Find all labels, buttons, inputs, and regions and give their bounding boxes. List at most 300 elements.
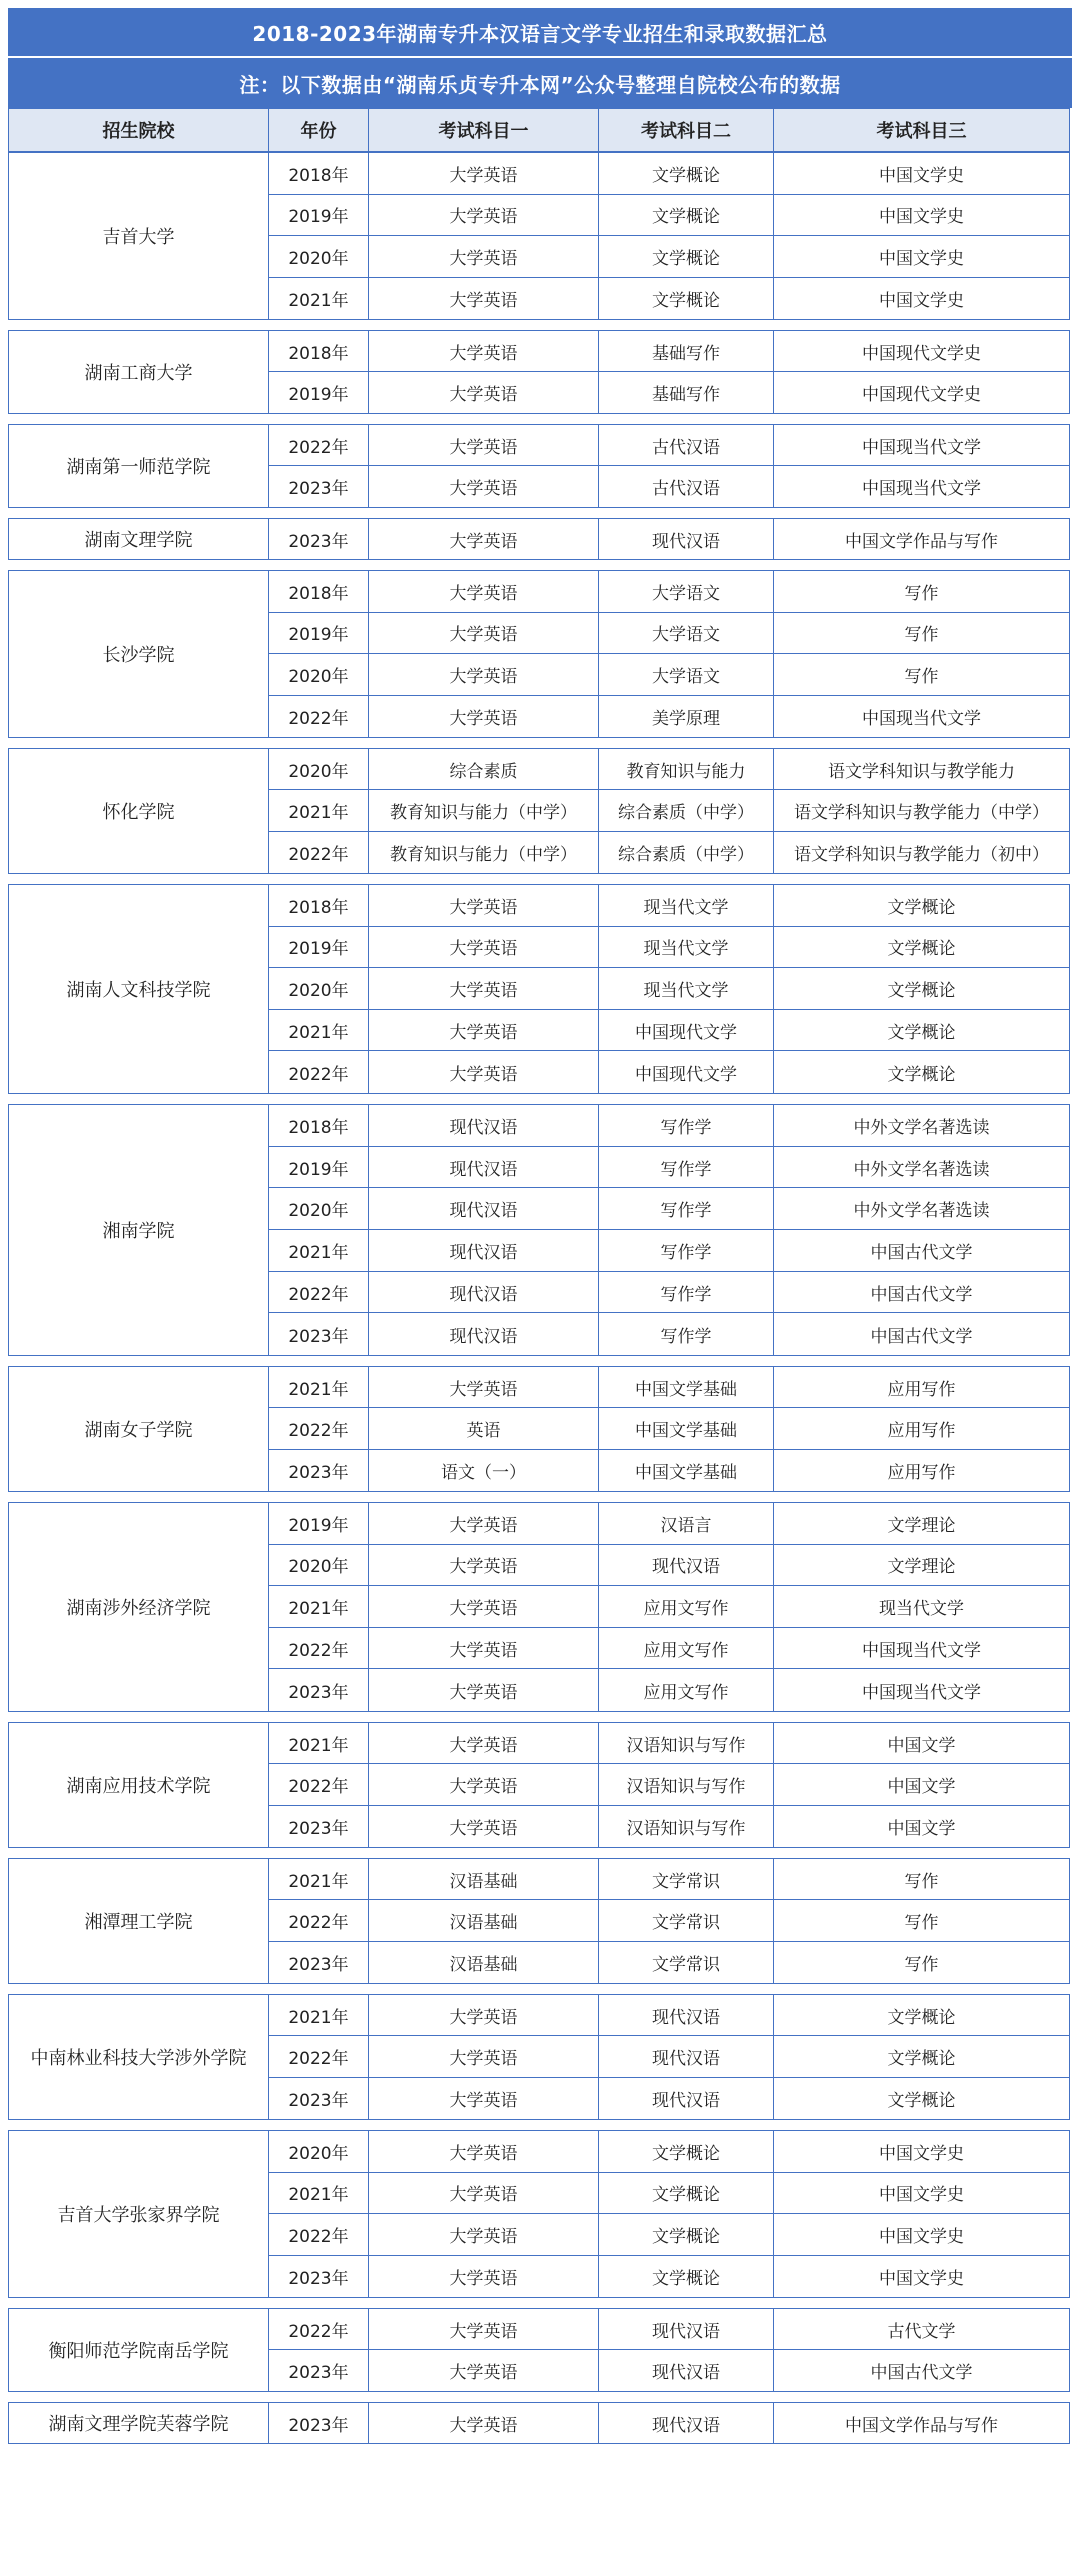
year-cell: 2021年 <box>269 278 369 319</box>
school-rows <box>269 2309 1069 2391</box>
subject2-cell: 文学概论 <box>599 2131 774 2172</box>
table-row <box>269 885 1069 927</box>
table-row <box>269 1900 1069 1941</box>
school-name: 湖南涉外经济学院 <box>9 1503 269 1711</box>
school-rows <box>269 153 1069 319</box>
year-cell: 2022年 <box>269 425 369 465</box>
subject1-cell: 汉语基础 <box>369 1859 599 1899</box>
subject2-cell: 大学语文 <box>599 571 774 612</box>
subject3-cell: 中国古代文学 <box>870 1326 973 1347</box>
subject1-cell: 大学英语 <box>369 885 599 926</box>
table-row <box>269 927 1069 969</box>
school-rows <box>269 519 1069 559</box>
subject1-cell: 教育知识与能力（中学） <box>369 790 599 830</box>
table-row <box>269 1450 1069 1491</box>
subject1-cell: 大学英语 <box>369 2173 599 2214</box>
table-row <box>269 1942 1069 1983</box>
year-cell: 2021年 <box>269 1995 369 2035</box>
year-cell: 2019年 <box>269 927 369 968</box>
subject2-cell: 应用文写作 <box>599 1586 774 1627</box>
subject3-cell: 文学理论 <box>887 1557 956 1578</box>
subject3-cell: 文学理论 <box>887 1515 956 1536</box>
year-cell: 2021年 <box>269 1723 369 1763</box>
school-rows <box>269 1723 1069 1847</box>
table-row <box>269 1230 1069 1272</box>
table-row <box>269 466 1069 507</box>
subject1-cell: 大学英语 <box>369 2350 599 2391</box>
subject2-cell: 文学概论 <box>599 195 774 236</box>
school-name: 吉首大学 <box>9 153 269 319</box>
year-cell: 2023年 <box>269 1313 369 1355</box>
year-cell: 2018年 <box>269 885 369 926</box>
year-cell: 2023年 <box>269 2078 369 2119</box>
year-cell: 2022年 <box>269 832 369 873</box>
subject1-cell: 大学英语 <box>369 1669 599 1711</box>
subject3-cell: 文学概论 <box>887 1064 956 1085</box>
school-name: 湖南文理学院 <box>9 519 269 559</box>
subject2-cell: 写作学 <box>599 1147 774 1188</box>
subject2-cell: 文学概论 <box>599 2214 774 2255</box>
year-cell: 2023年 <box>269 466 369 507</box>
school-group <box>8 152 1070 320</box>
subject1-cell: 大学英语 <box>369 1995 599 2035</box>
subject3-cell: 文学概论 <box>887 2049 956 2070</box>
subject3-cell: 中国文学史 <box>879 165 964 186</box>
school-group <box>8 570 1070 738</box>
subject1-cell: 大学英语 <box>369 153 599 194</box>
table-row <box>269 2131 1069 2173</box>
subject1-cell: 大学英语 <box>369 1586 599 1627</box>
header-year: 年份 <box>269 109 369 151</box>
subject2-cell: 文学概论 <box>599 278 774 319</box>
year-cell: 2021年 <box>269 790 369 830</box>
subject2-cell: 基础写作 <box>599 331 774 371</box>
table-row <box>269 1628 1069 1670</box>
subject3-cell: 中国古代文学 <box>870 1284 973 1305</box>
school-rows <box>269 425 1069 507</box>
year-cell: 2023年 <box>269 2256 369 2297</box>
subject3-cell: 写作 <box>904 1954 939 1975</box>
subject1-cell: 大学英语 <box>369 1367 599 1407</box>
year-cell: 2019年 <box>269 1503 369 1544</box>
table-row <box>269 1105 1069 1147</box>
year-cell: 2022年 <box>269 1051 369 1093</box>
school-name: 湘南学院 <box>9 1105 269 1355</box>
subject2-cell: 文学常识 <box>599 1900 774 1940</box>
subject2-cell: 大学语文 <box>599 654 774 695</box>
subject2-cell: 大学语文 <box>599 613 774 654</box>
school-rows <box>269 1105 1069 1355</box>
subject2-cell: 现当代文学 <box>599 968 774 1009</box>
subject2-cell: 中国现代文学 <box>599 1051 774 1093</box>
school-group <box>8 518 1070 560</box>
table-row <box>269 195 1069 237</box>
table-row <box>269 425 1069 466</box>
subject2-cell: 汉语知识与写作 <box>599 1723 774 1763</box>
table-row <box>269 331 1069 372</box>
table-row <box>269 1408 1069 1449</box>
year-cell: 2020年 <box>269 1545 369 1586</box>
header-subject3: 考试科目三 <box>876 121 967 142</box>
table-row <box>269 613 1069 655</box>
table-row <box>269 153 1069 195</box>
year-cell: 2020年 <box>269 236 369 277</box>
school-group <box>8 424 1070 508</box>
year-cell: 2023年 <box>269 1942 369 1983</box>
subject2-cell: 写作学 <box>599 1188 774 1229</box>
school-group <box>8 1722 1070 1848</box>
table-row <box>269 1051 1069 1093</box>
table-row <box>269 2036 1069 2077</box>
subject3-cell: 文学概论 <box>887 939 956 960</box>
school-group <box>8 1104 1070 1356</box>
subject1-cell: 大学英语 <box>369 1503 599 1544</box>
header-subject1: 考试科目一 <box>369 109 599 151</box>
subject1-cell: 现代汉语 <box>369 1188 599 1229</box>
school-name: 湖南人文科技学院 <box>9 885 269 1093</box>
subject3-cell: 中国文学史 <box>879 2268 964 2289</box>
subject2-cell: 现代汉语 <box>599 2078 774 2119</box>
subject1-cell: 大学英语 <box>369 927 599 968</box>
year-cell: 2019年 <box>269 372 369 413</box>
year-cell: 2019年 <box>269 613 369 654</box>
subject2-cell: 现代汉语 <box>599 2350 774 2391</box>
table-row <box>269 2350 1069 2391</box>
subject3-cell: 中国现当代文学 <box>862 1682 981 1703</box>
subject2-cell: 美学原理 <box>599 696 774 737</box>
subject3-cell: 写作 <box>904 666 939 687</box>
subject3-cell: 应用写作 <box>887 1462 956 1483</box>
subject2-cell: 现代汉语 <box>599 1995 774 2035</box>
school-group <box>8 1366 1070 1492</box>
subject3-cell: 中国文学史 <box>879 248 964 269</box>
year-cell: 2023年 <box>269 2403 369 2443</box>
subject2-cell: 现代汉语 <box>599 2403 774 2443</box>
subject3-cell: 现当代文学 <box>879 1599 964 1620</box>
subject1-cell: 现代汉语 <box>369 1272 599 1313</box>
school-name: 吉首大学张家界学院 <box>9 2131 269 2297</box>
table-row <box>269 1272 1069 1314</box>
table-row <box>269 696 1069 737</box>
table-row <box>269 2078 1069 2119</box>
year-cell: 2018年 <box>269 1105 369 1146</box>
subject1-cell: 大学英语 <box>369 613 599 654</box>
table-row <box>269 832 1069 873</box>
subject3-cell: 中国古代文学 <box>870 1242 973 1263</box>
subject3-cell: 应用写作 <box>887 1421 956 1442</box>
subject3-cell: 中国文学史 <box>879 207 964 228</box>
year-cell: 2021年 <box>269 2173 369 2214</box>
table-row <box>269 571 1069 613</box>
year-cell: 2022年 <box>269 2309 369 2349</box>
header-school: 招生院校 <box>9 109 269 151</box>
subject1-cell: 大学英语 <box>369 1051 599 1093</box>
subject1-cell: 大学英语 <box>369 696 599 737</box>
subject1-cell: 大学英语 <box>369 1764 599 1804</box>
subject3-cell: 中国现当代文学 <box>862 708 981 729</box>
subject3-cell: 中国现当代文学 <box>862 437 981 458</box>
subject1-cell: 大学英语 <box>369 2403 599 2443</box>
school-rows <box>269 2131 1069 2297</box>
subject1-cell: 大学英语 <box>369 2256 599 2297</box>
subject3-cell: 中国文学 <box>887 1735 956 1756</box>
table-row <box>269 1764 1069 1805</box>
table-row <box>269 1995 1069 2036</box>
subject2-cell: 基础写作 <box>599 372 774 413</box>
year-cell: 2022年 <box>269 1272 369 1313</box>
subject1-cell: 大学英语 <box>369 425 599 465</box>
subject2-cell: 中国文学基础 <box>599 1450 774 1491</box>
subject3-cell: 中国文学史 <box>879 2226 964 2247</box>
subject2-cell: 现代汉语 <box>599 519 774 559</box>
table-row <box>269 1147 1069 1189</box>
subject1-cell: 综合素质 <box>369 749 599 789</box>
subject2-cell: 现当代文学 <box>599 885 774 926</box>
subject3-cell: 文学概论 <box>887 1022 956 1043</box>
school-rows <box>269 885 1069 1093</box>
school-name: 长沙学院 <box>9 571 269 737</box>
subject2-cell: 现当代文学 <box>599 927 774 968</box>
subject3-cell: 中外文学名著选读 <box>853 1201 990 1222</box>
data-source-note: 注：以下数据由“湖南乐贞专升本网”公众号整理自院校公布的数据 <box>8 58 1072 108</box>
subject2-cell: 中国文学基础 <box>599 1367 774 1407</box>
subject1-cell: 教育知识与能力（中学） <box>369 832 599 873</box>
school-name: 湖南应用技术学院 <box>9 1723 269 1847</box>
school-name: 湖南工商大学 <box>9 331 269 413</box>
table-row <box>269 1586 1069 1628</box>
year-cell: 2018年 <box>269 571 369 612</box>
subject2-cell: 现代汉语 <box>599 2309 774 2349</box>
year-cell: 2022年 <box>269 1408 369 1448</box>
year-cell: 2021年 <box>269 1859 369 1899</box>
table-row <box>269 654 1069 696</box>
school-rows <box>269 1367 1069 1491</box>
school-group <box>8 884 1070 1094</box>
year-cell: 2019年 <box>269 1147 369 1188</box>
year-cell: 2020年 <box>269 749 369 789</box>
year-cell: 2021年 <box>269 1010 369 1051</box>
school-group <box>8 2130 1070 2298</box>
table-row <box>269 372 1069 413</box>
subject2-cell: 古代汉语 <box>599 466 774 507</box>
school-rows <box>269 331 1069 413</box>
table-row <box>269 1503 1069 1545</box>
table-row <box>269 1806 1069 1847</box>
subject1-cell: 大学英语 <box>369 2131 599 2172</box>
subject3-cell: 文学概论 <box>887 897 956 918</box>
subject1-cell: 大学英语 <box>369 331 599 371</box>
year-cell: 2021年 <box>269 1367 369 1407</box>
subject3-cell: 文学概论 <box>887 981 956 1002</box>
subject2-cell: 汉语知识与写作 <box>599 1806 774 1847</box>
subject2-cell: 文学概论 <box>599 2256 774 2297</box>
school-group <box>8 1858 1070 1984</box>
subject3-cell: 中国现代文学史 <box>862 343 981 364</box>
year-cell: 2023年 <box>269 1450 369 1491</box>
subject3-cell: 中国现当代文学 <box>862 479 981 499</box>
subject2-cell: 写作学 <box>599 1105 774 1146</box>
school-group <box>8 1502 1070 1712</box>
subject1-cell: 现代汉语 <box>369 1147 599 1188</box>
subject3-cell: 写作 <box>904 625 939 646</box>
year-cell: 2020年 <box>269 1188 369 1229</box>
subject2-cell: 文学概论 <box>599 2173 774 2214</box>
school-group <box>8 2308 1070 2392</box>
subject1-cell: 现代汉语 <box>369 1230 599 1271</box>
year-cell: 2023年 <box>269 1806 369 1847</box>
school-name: 怀化学院 <box>9 749 269 873</box>
table-row <box>269 1188 1069 1230</box>
school-name: 湘潭理工学院 <box>9 1859 269 1983</box>
subject1-cell: 英语 <box>369 1408 599 1448</box>
subject3-cell: 文学概论 <box>887 2090 956 2111</box>
school-name: 中南林业科技大学涉外学院 <box>9 1995 269 2119</box>
subject1-cell: 大学英语 <box>369 1806 599 1847</box>
year-cell: 2020年 <box>269 654 369 695</box>
school-group <box>8 2402 1070 2444</box>
subject1-cell: 大学英语 <box>369 195 599 236</box>
school-name: 湖南文理学院芙蓉学院 <box>9 2403 269 2443</box>
subject3-cell: 中国文学作品与写作 <box>845 531 998 552</box>
subject2-cell: 现代汉语 <box>599 2036 774 2076</box>
table-row <box>269 519 1069 559</box>
year-cell: 2022年 <box>269 696 369 737</box>
subject2-cell: 汉语言 <box>599 1503 774 1544</box>
year-cell: 2022年 <box>269 2036 369 2076</box>
table-row <box>269 2403 1069 2443</box>
subject3-cell: 中国现代文学史 <box>862 385 981 405</box>
subject3-cell: 中国文学史 <box>879 2185 964 2206</box>
subject2-cell: 应用文写作 <box>599 1628 774 1669</box>
subject1-cell: 现代汉语 <box>369 1105 599 1146</box>
subject1-cell: 大学英语 <box>369 1545 599 1586</box>
school-group <box>8 748 1070 874</box>
subject1-cell: 大学英语 <box>369 2078 599 2119</box>
school-name: 湖南女子学院 <box>9 1367 269 1491</box>
table-row <box>269 278 1069 319</box>
subject3-cell: 写作 <box>904 583 939 604</box>
subject3-cell: 中国文学史 <box>879 2143 964 2164</box>
year-cell: 2023年 <box>269 2350 369 2391</box>
year-cell: 2019年 <box>269 195 369 236</box>
subject1-cell: 汉语基础 <box>369 1942 599 1983</box>
table-row <box>269 1723 1069 1764</box>
subject2-cell: 文学概论 <box>599 153 774 194</box>
subject3-cell: 中国文学作品与写作 <box>845 2415 998 2436</box>
header-subject2: 考试科目二 <box>599 109 774 151</box>
subject2-cell: 写作学 <box>599 1313 774 1355</box>
table-row <box>269 790 1069 831</box>
subject2-cell: 现代汉语 <box>599 1545 774 1586</box>
subject2-cell: 古代汉语 <box>599 425 774 465</box>
table-row <box>269 1313 1069 1355</box>
school-group <box>8 330 1070 414</box>
year-cell: 2018年 <box>269 331 369 371</box>
year-cell: 2021年 <box>269 1586 369 1627</box>
table-row <box>269 1010 1069 1052</box>
school-name: 衡阳师范学院南岳学院 <box>9 2309 269 2391</box>
table-row <box>269 1367 1069 1408</box>
subject2-cell: 综合素质（中学） <box>599 832 774 873</box>
table-row <box>269 1545 1069 1587</box>
school-rows <box>269 1995 1069 2119</box>
year-cell: 2020年 <box>269 2131 369 2172</box>
year-cell: 2022年 <box>269 2214 369 2255</box>
subject3-cell: 中国古代文学 <box>870 2363 973 2383</box>
school-rows <box>269 1859 1069 1983</box>
subject1-cell: 大学英语 <box>369 1628 599 1669</box>
subject1-cell: 大学英语 <box>369 2036 599 2076</box>
subject3-cell: 中国文学史 <box>879 290 964 311</box>
subject2-cell: 应用文写作 <box>599 1669 774 1711</box>
subject1-cell: 大学英语 <box>369 654 599 695</box>
subject3-cell: 中国文学 <box>887 1777 956 1798</box>
year-cell: 2022年 <box>269 1764 369 1804</box>
subject3-cell: 中外文学名著选读 <box>853 1117 990 1138</box>
subject2-cell: 文学常识 <box>599 1942 774 1983</box>
school-rows <box>269 2403 1069 2443</box>
subject3-cell: 中国现当代文学 <box>862 1640 981 1661</box>
school-rows <box>269 1503 1069 1711</box>
subject2-cell: 写作学 <box>599 1230 774 1271</box>
subject3-cell: 文学概论 <box>887 2007 956 2028</box>
subject1-cell: 现代汉语 <box>369 1313 599 1355</box>
table-row <box>269 968 1069 1010</box>
subject1-cell: 语文（一） <box>369 1450 599 1491</box>
subject1-cell: 大学英语 <box>369 372 599 413</box>
year-cell: 2021年 <box>269 1230 369 1271</box>
subject1-cell: 大学英语 <box>369 968 599 1009</box>
subject2-cell: 文学概论 <box>599 236 774 277</box>
year-cell: 2023年 <box>269 519 369 559</box>
year-cell: 2018年 <box>269 153 369 194</box>
year-cell: 2020年 <box>269 968 369 1009</box>
year-cell: 2023年 <box>269 1669 369 1711</box>
subject2-cell: 文学常识 <box>599 1859 774 1899</box>
subject3-cell: 古代文学 <box>887 2321 956 2342</box>
subject1-cell: 大学英语 <box>369 278 599 319</box>
table-row <box>269 2173 1069 2215</box>
subject3-cell: 语文学科知识与教学能力（初中） <box>794 844 1049 865</box>
table-row <box>269 236 1069 278</box>
subject1-cell: 大学英语 <box>369 2214 599 2255</box>
subject2-cell: 中国文学基础 <box>599 1408 774 1448</box>
page-title: 2018-2023年湖南专升本汉语言文学专业招生和录取数据汇总 <box>8 8 1072 56</box>
school-rows <box>269 571 1069 737</box>
table-row <box>269 1859 1069 1900</box>
subject1-cell: 大学英语 <box>369 236 599 277</box>
subject2-cell: 汉语知识与写作 <box>599 1764 774 1804</box>
year-cell: 2022年 <box>269 1628 369 1669</box>
subject3-cell: 写作 <box>904 1871 939 1892</box>
subject1-cell: 大学英语 <box>369 1010 599 1051</box>
subject2-cell: 综合素质（中学） <box>599 790 774 830</box>
subject3-cell: 写作 <box>904 1913 939 1934</box>
school-rows <box>269 749 1069 873</box>
table-header <box>8 108 1070 152</box>
table-row <box>269 2214 1069 2256</box>
subject1-cell: 大学英语 <box>369 571 599 612</box>
subject3-cell: 语文学科知识与教学能力（中学） <box>794 803 1049 824</box>
subject1-cell: 大学英语 <box>369 1723 599 1763</box>
subject3-cell: 中国文学 <box>887 1818 956 1839</box>
table-row <box>269 2309 1069 2350</box>
subject1-cell: 汉语基础 <box>369 1900 599 1940</box>
subject3-cell: 语文学科知识与教学能力 <box>828 761 1015 782</box>
subject1-cell: 大学英语 <box>369 519 599 559</box>
subject1-cell: 大学英语 <box>369 466 599 507</box>
subject2-cell: 中国现代文学 <box>599 1010 774 1051</box>
